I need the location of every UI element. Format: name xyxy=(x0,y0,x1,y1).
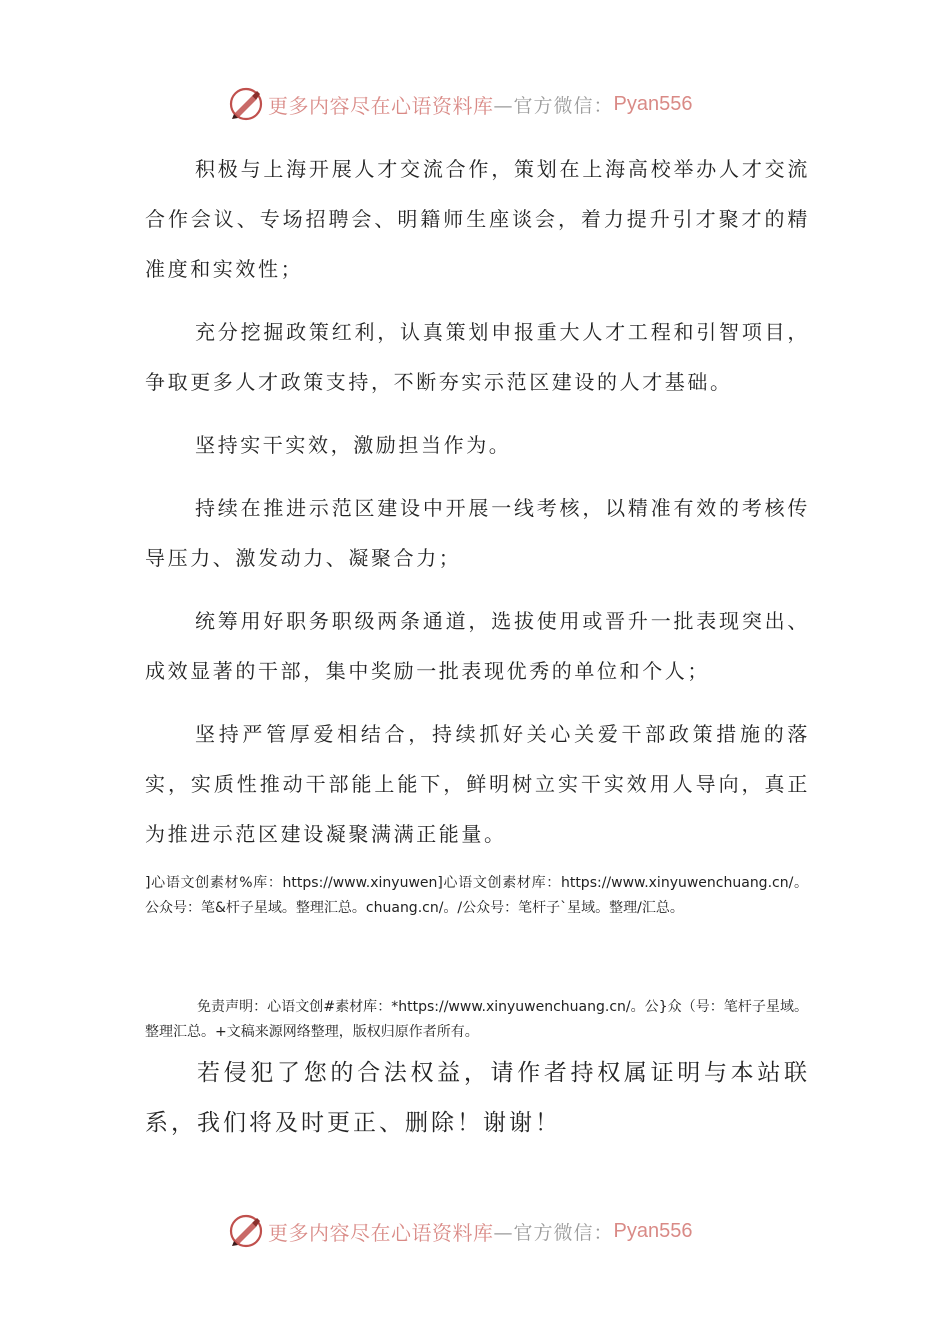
disclaimer-text: 免责声明：心语文创#素材库：*https://www.xinyuwenchuang.cn/。公}众（号：笔杆子星域。整理汇总。+文稿来源网络整理，版权归原作者所有。 xyxy=(145,999,808,1040)
footer-banner-subtitle: —官方微信： xyxy=(493,1221,614,1244)
body-paragraph-group-2 xyxy=(145,307,810,407)
body-paragraph-group-1 xyxy=(145,144,810,294)
header-banner xyxy=(228,84,692,124)
footer-banner xyxy=(228,1211,692,1251)
paragraph-1: 积极与上海开展人才交流合作，策划在上海高校举办人才交流合作会议、专场招聘会、明籍师生座谈会，着力提升引才聚才的精准度和实效性； xyxy=(145,157,810,281)
paragraph-2: 充分挖掘政策红利，认真策划申报重大人才工程和引智项目，争取更多人才政策支持，不断夯实示范区建设的人才基础。 xyxy=(145,320,810,394)
banner-title: 更多内容尽在心语资料库 xyxy=(268,93,494,118)
body-paragraph-group-4 xyxy=(145,483,810,583)
body-paragraph-group-5 xyxy=(145,596,810,696)
body-paragraph-group-3 xyxy=(145,420,810,470)
paragraph-4: 持续在推进示范区建设中开展一线考核，以精准有效的考核传导压力、激发动力、凝聚合力； xyxy=(145,496,810,570)
paragraph-6: 坚持严管厚爱相结合，持续抓好关心关爱干部政策措施的落实，实质性推动干部能上能下，鲜明树立实干实效用人导向，真正为推进示范区建设凝聚满满正能量。 xyxy=(145,722,810,846)
banner-wechat-id: Pyan556 xyxy=(613,92,693,115)
source-note: ]心语文创素材%库：https://www.xinyuwen]心语文创素材库：https://www.xinyuwenchuang.cn/。公众号：笔&杆子星域。整理汇总。chuang.cn/。/公众号：笔杆子`星域。整理/汇总。 xyxy=(145,875,808,916)
banner-subtitle: —官方微信： xyxy=(493,94,614,117)
pen-logo-icon xyxy=(228,1213,264,1249)
pen-logo-icon xyxy=(228,86,264,122)
body-paragraph-group-6 xyxy=(145,709,810,859)
footer-banner-wechat-id: Pyan556 xyxy=(613,1219,693,1242)
paragraph-5: 统筹用好职务职级两条通道，选拔使用或晋升一批表现突出、成效显著的干部，集中奖励一批表现优秀的单位和个人； xyxy=(145,609,810,683)
closing-notice: 若侵犯了您的合法权益，请作者持权属证明与本站联系，我们将及时更正、删除！谢谢！ xyxy=(145,1060,810,1136)
paragraph-3: 坚持实干实效，激励担当作为。 xyxy=(195,433,512,457)
footer-banner-title: 更多内容尽在心语资料库 xyxy=(268,1220,494,1245)
